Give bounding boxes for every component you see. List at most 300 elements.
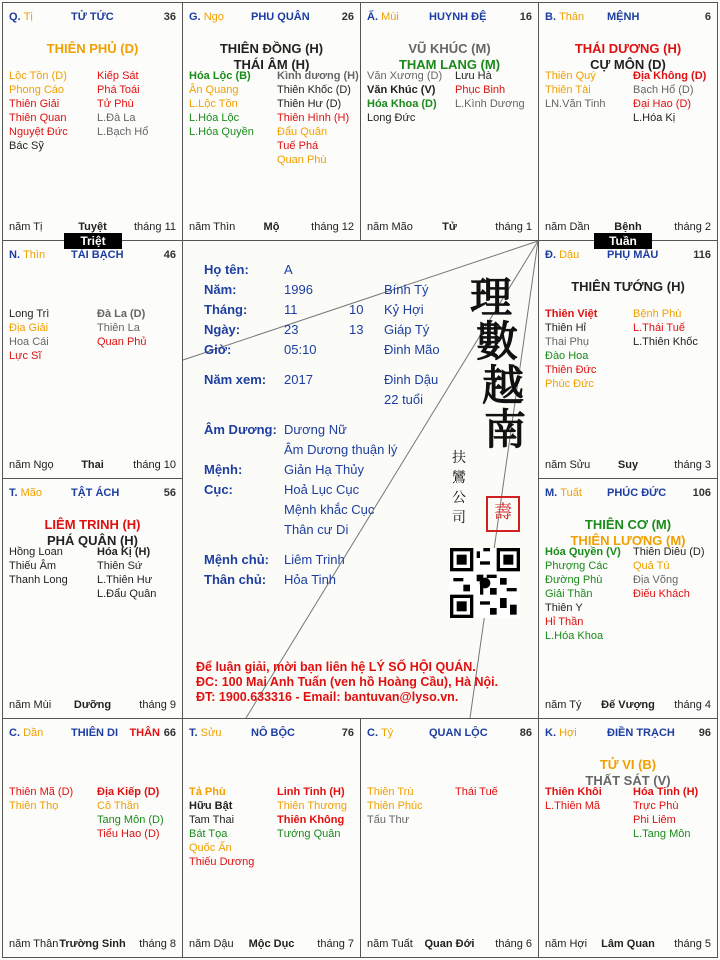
minor-stars-right [633,545,705,601]
palace-branch: T. [189,727,198,739]
minor-star: Tướng Quân [277,828,341,840]
palace-number: 36 [163,11,176,23]
palace-month: tháng 1 [495,221,532,233]
gio-value: 05:10 [284,342,317,357]
palace-month: tháng 9 [139,699,176,711]
minor-star: Điếu Khách [633,588,690,600]
calligraphy-char: 越 [482,361,525,410]
minor-stars-left [367,785,423,827]
palace-month: tháng 8 [139,938,176,950]
palace-number: 46 [163,249,176,261]
cell-ty[interactable] [360,718,539,958]
minor-star: L.Lộc Tồn [189,98,238,110]
palace-branch: N. [9,249,20,261]
palace-name: PHÚC ĐỨC [607,487,667,499]
minor-star: L.Đẩu Quân [97,588,157,600]
palace-branch-name: Dần [23,727,44,739]
main-star: TỬ VI (B) [599,757,657,772]
thang-label: Tháng: [204,302,248,317]
main-star: THÁI DƯƠNG (H) [574,41,682,56]
minor-star: Phượng Các [545,560,608,572]
minor-star: Văn Khúc (V) [367,84,436,96]
palace-stage: Tử [442,221,457,233]
minor-stars-left [545,307,597,391]
seal-char: 鸞 [452,470,466,486]
minor-star: Bệnh Phù [633,308,682,320]
minor-star: Thiên Trù [367,786,414,798]
palace-number: 86 [519,727,532,739]
palace-branch-name: Tị [23,11,33,23]
main-star: THÁI ÂM (H) [233,57,310,72]
minor-star: Quả Tú [633,560,670,572]
palace-header [9,727,176,741]
minor-star: Thiên Phúc [367,800,423,812]
palace-month: tháng 5 [674,938,711,950]
palace-stage: Trường Sinh [59,938,126,950]
seal-char: 司 [452,510,466,526]
palace-year: năm Thìn [189,221,236,233]
minor-star: Cô Thần [97,800,139,812]
palace-footer [367,221,532,234]
palace-stage: Mộc Dục [248,938,295,950]
cell-hoi[interactable] [538,718,718,958]
cell-ti[interactable] [2,2,183,241]
than-cu-note: Thân cư Di [284,522,349,537]
thang-can-chi: Kỷ Hợi [384,302,424,317]
minor-star: Thiếu Dương [189,856,255,868]
minor-star: Thiên Khôi [545,786,602,798]
palace-name: QUAN LỘC [429,727,488,739]
minor-star: Thiên Mã (D) [9,786,74,798]
minor-star: Tử Phù [97,98,134,110]
cell-suu[interactable] [182,718,361,958]
palace-branch: K. [545,727,556,739]
am-duong-value: Dương Nữ [284,422,347,437]
palace-footer [9,459,176,472]
palace-footer [189,221,354,234]
palace-stage: Thai [81,459,104,471]
minor-star: Thiên Hỉ [545,322,586,334]
menh-chu-value: Liêm Trinh [284,552,345,567]
minor-star: Quốc Ấn [189,842,232,854]
triet-tag: Triệt [64,233,122,249]
palace-month: tháng 7 [317,938,354,950]
palace-branch-name: Hợi [559,727,577,739]
minor-stars-right [455,785,498,799]
cuc-value: Hoả Lục Cục [284,482,360,497]
palace-branch-name: Mão [20,487,43,499]
palace-year: năm Mùi [9,699,52,711]
palace-branch: C. [367,727,378,739]
contact-phone-email[interactable]: ĐT: 1900.633316 - Email: bantuvan@lyso.vn. [196,690,459,704]
minor-star: Thai Phụ [545,336,590,348]
palace-footer [189,938,354,951]
main-star: THAM LANG (M) [398,57,501,72]
minor-star: Đà La (D) [97,308,146,320]
minor-stars-left [9,69,68,153]
palace-number: 6 [704,11,711,23]
minor-star: Long Trì [9,308,50,320]
minor-star: Kiếp Sát [97,70,139,82]
palace-month: tháng 3 [674,459,711,471]
minor-star: L.Thiên Hư [97,574,153,586]
minor-star: L.Kình Dương [455,98,525,110]
minor-star: Quan Phủ [97,336,147,348]
menh-value: Giản Hạ Thủy [284,462,364,477]
minor-stars-left [189,785,254,869]
palace-month: tháng 10 [133,459,176,471]
minor-star: LN.Văn Tinh [545,98,606,110]
minor-star: Địa Kiếp (D) [97,786,160,798]
minor-star: Thiên Hư (D) [277,98,342,110]
minor-star: Bạch Hổ (D) [633,84,694,96]
minor-star: L.Hóa Quyền [189,126,254,138]
palace-footer [545,699,711,712]
cuc-label: Cục: [204,482,233,497]
minor-star: Văn Xương (D) [367,70,443,82]
minor-star: Phục Binh [455,84,506,96]
minor-star: Lưu Hà [455,70,492,82]
palace-branch-name: Thân [559,11,585,23]
minor-star: Hỉ Thần [545,616,584,628]
minor-star: Thiên Đức [545,364,597,376]
palace-branch-name: Sửu [200,727,222,739]
minor-star: Tấu Thư [367,814,410,826]
minor-star: Địa Võng [633,574,679,586]
minor-star: Đẩu Quân [277,126,328,138]
palace-number: 16 [519,11,532,23]
minor-stars-left [545,545,621,643]
contact-block [196,660,498,705]
thang-am-value: 10 [349,302,364,317]
palace-year: năm Tị [9,221,43,233]
minor-star: Bát Tọa [189,828,228,840]
palace-name: TẬT ÁCH [71,487,120,499]
minor-star: Bác Sỹ [9,140,44,152]
minor-star: Thiên Quan [9,112,67,124]
minor-stars-left [189,69,254,139]
minor-star: Thiên Không [277,814,345,826]
palace-branch: G. [189,11,201,23]
palace-year: năm Hợi [545,938,588,950]
palace-header [189,727,354,741]
cell-mao[interactable] [2,478,183,719]
palace-year: năm Ngọ [9,459,54,471]
palace-month: tháng 4 [674,699,711,711]
cell-dan[interactable] [2,718,183,958]
cell-dau[interactable] [538,240,718,479]
cell-ngo[interactable] [182,2,361,241]
minor-star: Hóa Tinh (H) [633,786,699,798]
palace-name: NÔ BỘC [251,727,295,739]
am-duong-note: Âm Dương thuận lý [284,442,398,457]
minor-stars-left [545,69,606,111]
minor-star: L.Đà La [97,112,136,124]
minor-star: Tuế Phá [277,140,319,152]
palace-year: năm Sửu [545,459,591,471]
minor-star: L.Hóa Khoa [545,630,604,642]
palace-footer [9,699,176,712]
minor-stars-left [9,785,73,813]
palace-branch-name: Ngọ [203,11,224,23]
palace-branch-name: Thìn [23,249,46,261]
minor-star: Giải Thần [545,588,593,600]
nam-xem-value: 2017 [284,372,313,387]
calligraphy-char: 南 [484,405,527,454]
main-star: PHÁ QUÂN (H) [47,533,138,548]
minor-star: Kình dương (H) [277,70,359,82]
palace-header [189,11,354,25]
minor-star: L.Thiên Mã [545,800,601,812]
palace-month: tháng 11 [133,221,176,233]
minor-star: L.Hóa Lộc [189,112,240,124]
minor-star: Địa Không (D) [633,70,707,82]
minor-star: Quan Phù [277,154,327,166]
calligraphy-column [470,273,527,454]
minor-star: Nguyệt Đức [9,126,68,138]
palace-name: THIÊN DI [71,727,119,739]
palace-branch-name: Dậu [559,249,580,261]
minor-star: Long Đức [367,112,416,124]
ho-ten-label: Họ tên: [204,262,249,277]
palace-header [545,249,711,263]
ngay-value: 23 [284,322,299,337]
main-star: THIÊN ĐỒNG (H) [219,41,324,56]
minor-star: L.Hóa Kị [633,112,676,124]
minor-star: Thiên Khốc (D) [277,84,351,96]
palace-header [367,11,532,25]
palace-branch: B. [545,11,556,23]
palace-stage: Đế Vượng [601,699,655,711]
palace-number: 66 [163,727,176,739]
palace-number: 26 [341,11,354,23]
palace-footer [545,459,711,472]
minor-star: Thanh Long [9,574,68,586]
minor-star: L.Thiên Khốc [633,336,698,348]
nam-value: 1996 [284,282,313,297]
palace-year: năm Mão [367,221,413,233]
palace-name: PHU QUÂN [251,11,310,23]
minor-stars-right [97,69,148,139]
cell-tuat[interactable] [538,478,718,719]
minor-star: Phi Liêm [633,814,676,826]
palace-name: TÀI BẠCH [71,249,124,261]
minor-stars-right [277,785,347,841]
palace-header [545,11,711,25]
minor-star: Thiên Sứ [97,560,143,572]
minor-star: Ân Quang [189,84,239,96]
seal-char: 公 [452,490,466,506]
minor-star: Hữu Bật [189,800,233,812]
minor-star: Thiên Thương [277,800,348,812]
ho-ten-value: A [284,262,293,277]
minor-star: Thiên Quý [545,70,596,82]
minor-star: Tả Phù [189,786,226,798]
palace-stage: Mộ [263,221,280,233]
palace-year: năm Dần [545,221,590,233]
minor-stars-left [545,785,602,813]
palace-number: 96 [698,727,711,739]
palace-year: năm Thân [9,938,59,950]
am-duong-label: Âm Dương: [204,422,277,437]
minor-stars-left [9,307,49,363]
main-star: CỰ MÔN (D) [590,57,666,72]
palace-footer [545,938,711,951]
qr-code[interactable] [450,548,520,618]
calligraphy-char: 理 [470,273,513,322]
red-seal-stamp: 壽 [486,496,520,532]
nam-label: Năm: [204,282,237,297]
minor-star: L.Bạch Hổ [97,126,149,138]
minor-star: Tang Môn (D) [97,814,164,826]
palace-name: HUYNH ĐỆ [429,11,487,23]
minor-star: Phúc Đức [545,378,594,390]
main-star: THIÊN LƯƠNG (M) [570,533,686,548]
palace-month: tháng 2 [674,221,711,233]
main-star: THIÊN PHỦ (D) [46,41,139,56]
palace-branch: Đ. [545,249,556,261]
minor-star: Thái Tuế [455,786,498,798]
minor-star: Hóa Lộc (B) [189,70,251,82]
minor-star: Thiếu Âm [9,560,57,572]
minor-stars-right [633,307,698,349]
cell-than[interactable] [538,2,718,241]
palace-than-marker: THÂN [129,727,160,739]
minor-star: Thiên Hình (H) [277,112,350,124]
minor-star: Trực Phù [633,800,679,812]
palace-stage: Bệnh [614,221,642,233]
main-star: LIÊM TRINH (H) [44,517,141,532]
nam-can-chi: Bính Tý [384,282,429,297]
palace-stage: Quan Đới [424,938,475,950]
main-star: VŨ KHÚC (M) [408,41,491,56]
palace-number: 56 [163,487,176,499]
minor-star: Địa Giải [9,322,49,334]
minor-star: Đại Hao (D) [633,98,692,110]
contact-line: Để luận giải, mời bạn liên hệ LÝ SỐ HỘI QUÁN. [196,660,476,674]
minor-star: Thiên Việt [545,308,598,320]
palace-branch-name: Tý [381,727,394,739]
palace-header [9,487,176,501]
palace-year: năm Dậu [189,938,234,950]
palace-branch: Q. [9,11,21,23]
ngay-can-chi: Giáp Tý [384,322,430,337]
minor-stars-left [367,69,442,125]
palace-branch: M. [545,487,558,499]
minor-star: Thiên La [97,322,140,334]
minor-stars-left [9,545,68,587]
palace-year: năm Tý [545,699,582,711]
palace-branch-name: Mùi [381,11,399,23]
nam-xem-can-chi: Đinh Dậu [384,372,439,387]
main-star: THẤT SÁT (V) [585,773,671,788]
palace-stage: Lâm Quan [601,938,655,950]
calligraphy-char: 數 [476,317,519,366]
palace-header [9,249,176,263]
menh-chu-label: Mệnh chủ: [204,552,269,567]
palace-branch-name: Tuất [560,487,582,499]
gio-can-chi: Đinh Mão [384,342,440,357]
minor-star: Thiên Giải [9,98,60,110]
palace-header [545,487,711,501]
minor-star: Lực Sĩ [9,350,42,362]
cell-mui[interactable] [360,2,539,241]
nam-xem-label: Năm xem: [204,372,267,387]
minor-star: Thiên Y [545,602,583,614]
menh-label: Mệnh: [204,462,243,477]
palace-branch: T. [9,487,18,499]
palace-footer [9,938,176,951]
minor-star: Hồng Loan [9,546,63,558]
minor-star: Hoa Cái [9,336,49,348]
palace-footer [367,938,532,951]
palace-header [367,727,532,741]
palace-name: ĐIỀN TRẠCH [607,727,675,739]
palace-branch: Ấ. [367,11,378,23]
palace-number: 116 [693,249,711,261]
main-star: THIÊN CƠ (M) [584,517,672,532]
palace-year: năm Tuất [367,938,413,950]
ngay-label: Ngày: [204,322,241,337]
minor-stars-right [633,69,706,125]
minor-star: Đường Phù [545,574,603,586]
palace-stage: Suy [617,459,639,471]
main-star: THIÊN TƯỚNG (H) [571,279,685,294]
seal-text [452,448,466,528]
than-chu-label: Thân chủ: [204,572,267,587]
contact-address: ĐC: 100 Mai Anh Tuấn (ven hồ Hoàng Cầu), Hà Nội. [196,675,499,689]
palace-month: tháng 6 [495,938,532,950]
palace-name: PHỤ MẪU [607,249,659,261]
minor-star: Lộc Tồn (D) [9,70,67,82]
palace-name: TỬ TỨC [71,11,114,23]
cuc-note: Mệnh khắc Cục [284,502,375,517]
minor-star: Phong Cáo [9,84,65,96]
tuoi-value: 22 tuổi [384,392,424,407]
minor-star: Linh Tinh (H) [277,786,345,798]
minor-star: Hóa Quyền (V) [545,546,621,558]
minor-stars-right [97,545,156,601]
minor-star: Hóa Kị (H) [97,546,151,558]
minor-star: Phá Toái [97,84,140,96]
minor-star: Tam Thai [189,814,235,826]
minor-star: Thiên Diêu (D) [633,546,705,558]
than-chu-value: Hỏa Tinh [284,572,337,587]
palace-stage: Tuyệt [78,221,107,233]
minor-star: L.Tang Môn [633,828,691,840]
palace-name: MỆNH [607,11,640,23]
minor-star: Tiểu Hao (D) [97,828,160,840]
palace-number: 76 [341,727,354,739]
minor-stars-right [633,785,698,841]
thang-value: 11 [284,302,298,317]
cell-thin[interactable] [2,240,183,479]
gio-label: Giờ: [204,342,232,357]
palace-month: tháng 12 [311,221,354,233]
minor-star: Thiên Thọ [9,800,59,812]
ngay-am-value: 13 [349,322,364,337]
palace-header [545,727,711,741]
palace-branch: C. [9,727,20,739]
palace-stage: Dưỡng [73,699,112,711]
minor-star: L.Thái Tuế [633,322,685,334]
palace-header [9,11,176,25]
seal-char: 扶 [452,450,466,466]
minor-star: Đào Hoa [545,350,589,362]
minor-stars-right [455,69,525,111]
minor-star: Thiên Tài [545,84,591,96]
palace-number: 106 [692,487,711,499]
